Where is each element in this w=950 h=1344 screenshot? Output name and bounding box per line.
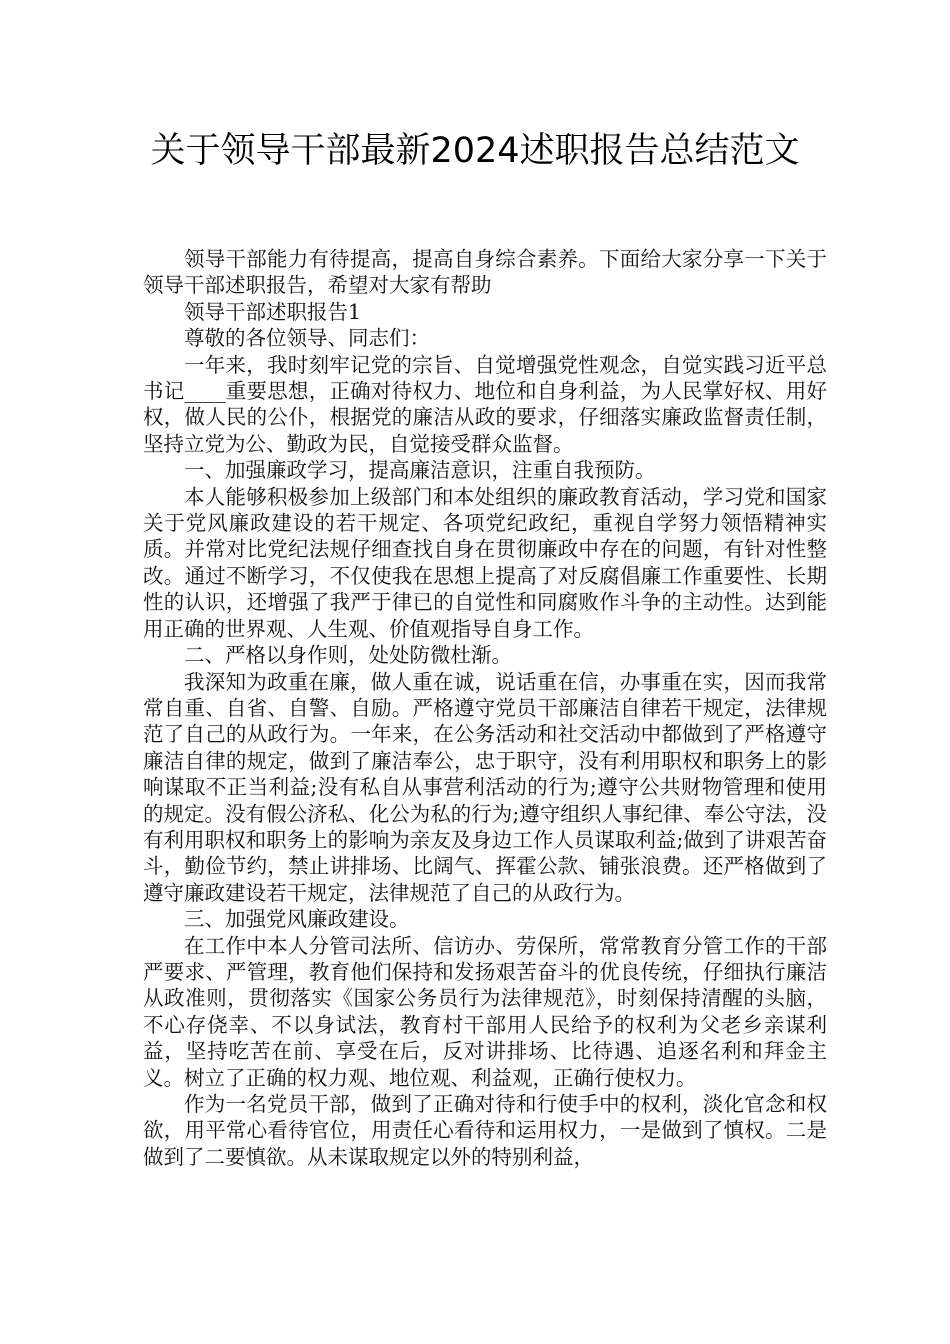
document-body: [143, 246, 827, 1170]
body-paragraph: 作为一名党员干部，做到了正确对待和行使手中的权利，淡化官念和权欲，用平常心看待官位，用责任心看待和运用权力，一是做到了慎权。二是做到了二要慎欲。从未谋取规定以外的特别利益，: [143, 1092, 827, 1169]
body-paragraph: 我深知为政重在廉，做人重在诚，说话重在信，办事重在实，因而我常常自重、自省、自警、自励。严格遵守党员干部廉洁自律若干规定，法律规范了自己的从政行为。一年来，在公务活动和社交活动中都做到了严格遵守廉洁自律的规定，做到了廉洁奉公，忠于职守，没有利用职权和职务上的影响谋取不正当利益;没有私自从事营利活动的行为;遵守公共财物管理和使用的规定。没有假公济私、化公为私的行为;遵守组织人事纪律、奉公守法，没有利用职权和职务上的影响为亲友及身边工作人员谋取利益;做到了讲艰苦奋斗，勤俭节约，禁止讲排场、比阔气、挥霍公款、铺张浪费。还严格做到了遵守廉政建设若干规定，法律规范了自己的从政行为。: [143, 669, 827, 905]
intro-paragraph: 领导干部能力有待提高，提高自身综合素养。下面给大家分享一下关于领导干部述职报告，希望对大家有帮助: [143, 247, 827, 298]
section-heading-3: 三、加强党风廉政建设。: [184, 907, 410, 932]
body-paragraph: 一年来，我时刻牢记党的宗旨、自觉增强党性观念，自觉实践习近平总书记____重要思想，正确对待权力、地位和自身利益，为人民掌好权、用好权，做人民的公仆，根据党的廉洁从政的要求，仔细落实廉政监督责任制，坚持立党为公、勤政为民，自觉接受群众监督。: [143, 352, 827, 456]
salutation: 尊敬的各位领导、同志们：: [184, 326, 430, 351]
section-heading-2: 二、严格以身作则，处处防微杜渐。: [184, 643, 512, 668]
body-paragraph: 在工作中本人分管司法所、信访办、劳保所，常常教育分管工作的干部严要求、严管理，教育他们保持和发扬艰苦奋斗的优良传统，仔细执行廉洁从政准则，贯彻落实《国家公务员行为法律规范》，时刻保持清醒的头脑，不心存侥幸、不以身试法，教育村干部用人民给予的权利为父老乡亲谋利益，坚持吃苦在前、享受在后，反对讲排场、比待遇、追逐名利和拜金主义。树立了正确的权力观、地位观、利益观，正确行使权力。: [143, 933, 827, 1090]
body-paragraph: 本人能够积极参加上级部门和本处组织的廉政教育活动，学习党和国家关于党风廉政建设的若干规定、各项党纪政纪，重视自学努力领悟精神实质。并常对比党纪法规仔细查找自身在贯彻廉政中存在的问题，有针对性整改。通过不断学习，不仅使我在思想上提高了对反腐倡廉工作重要性、长期性的认识，还增强了我严于律已的自觉性和同腐败作斗争的主动性。达到能用正确的世界观、人生观、价值观指导自身工作。: [143, 484, 827, 641]
section-heading-1: 一、加强廉政学习，提高廉洁意识，注重自我预防。: [184, 458, 656, 483]
report-heading: 领导干部述职报告1: [184, 299, 362, 324]
document-title: 关于领导干部最新2024述职报告总结范文: [150, 131, 800, 171]
